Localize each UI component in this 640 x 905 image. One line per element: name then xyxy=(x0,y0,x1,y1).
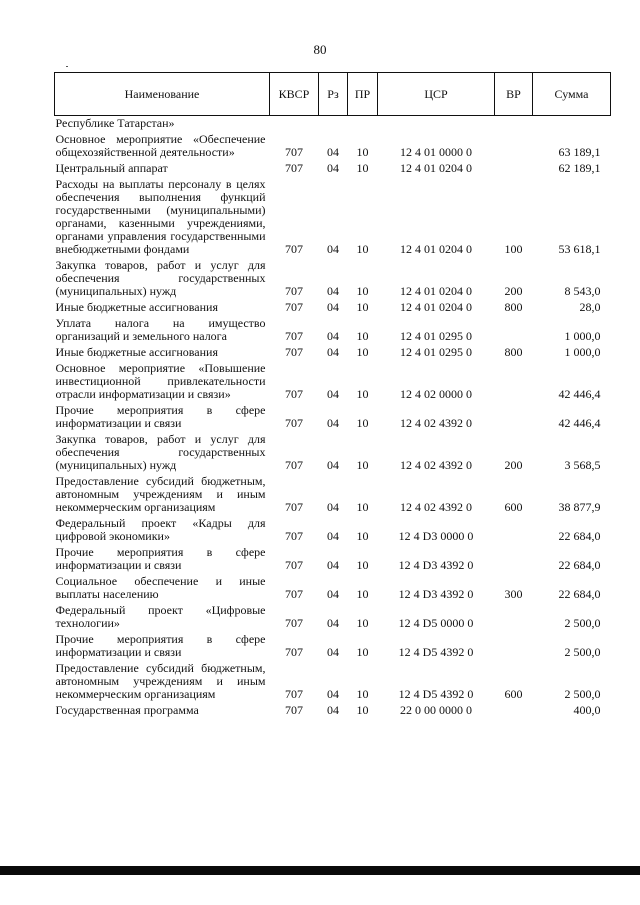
row-pr: 10 xyxy=(356,458,369,472)
table-row xyxy=(55,300,611,316)
row-name: Федеральный проект «Кадры для цифровой экономики» xyxy=(55,516,266,543)
row-vr xyxy=(495,361,533,403)
row-pr: 10 xyxy=(356,345,369,359)
row-vr: 100 xyxy=(504,242,523,256)
table-row xyxy=(55,361,611,403)
row-kvsr: 707 xyxy=(285,687,303,701)
row-kvsr: 707 xyxy=(285,300,303,314)
row-name: Государственная программа xyxy=(55,703,199,717)
row-rz: 04 xyxy=(327,145,339,159)
row-pr: 10 xyxy=(356,616,369,630)
row-pr: 10 xyxy=(356,558,369,572)
table-body xyxy=(55,116,611,720)
row-csr: 12 4 02 0000 0 xyxy=(400,387,472,401)
table-row xyxy=(55,116,611,133)
row-vr xyxy=(495,403,533,432)
row-pr: 10 xyxy=(356,687,369,701)
row-sum: 3 568,5 xyxy=(564,458,601,472)
row-name: Республике Татарстан» xyxy=(55,116,175,130)
row-csr: 12 4 01 0204 0 xyxy=(400,300,472,314)
row-csr: 12 4 01 0204 0 xyxy=(400,161,472,175)
row-csr: 12 4 01 0204 0 xyxy=(400,242,472,256)
row-name: Уплата налога на имущество организаций и земельного налога xyxy=(55,316,266,343)
table-row xyxy=(55,432,611,474)
row-kvsr: 707 xyxy=(285,645,303,659)
page-number: 80 xyxy=(313,42,327,57)
row-vr: 200 xyxy=(504,284,523,298)
row-kvsr: 707 xyxy=(285,329,303,343)
row-csr: 12 4 02 4392 0 xyxy=(400,458,472,472)
row-name: Предоставление субсидий бюджетным, автономным учреждениям и иным некоммерческим организациям xyxy=(55,661,266,701)
row-name: Социальное обеспечение и иные выплаты населению xyxy=(55,574,266,601)
row-kvsr: 707 xyxy=(285,284,303,298)
row-pr: 10 xyxy=(356,161,369,175)
row-sum: 53 618,1 xyxy=(558,242,601,256)
row-pr: 10 xyxy=(356,645,369,659)
row-kvsr: 707 xyxy=(285,458,303,472)
row-sum: 42 446,4 xyxy=(558,416,601,430)
row-vr xyxy=(495,316,533,345)
table-row xyxy=(55,345,611,361)
row-rz: 04 xyxy=(327,645,339,659)
row-vr xyxy=(495,116,533,133)
row-kvsr: 707 xyxy=(285,242,303,256)
row-name: Основное мероприятие «Повышение инвестиционной привлекательности отрасли информатизации и связи» xyxy=(55,361,266,401)
row-sum: 1 000,0 xyxy=(564,329,601,343)
row-rz xyxy=(319,116,348,133)
budget-table xyxy=(54,72,611,719)
row-rz: 04 xyxy=(327,345,339,359)
table-header xyxy=(55,73,611,116)
row-name: Прочие мероприятия в сфере информатизации и связи xyxy=(55,403,266,430)
row-rz: 04 xyxy=(327,242,339,256)
row-pr: 10 xyxy=(356,329,369,343)
row-rz: 04 xyxy=(327,687,339,701)
row-name: Расходы на выплаты персоналу в целях обеспечения выполнения функций государственными (муниципальными) органами, казенными учреждениями, органами управления государственными внебюджетными фондами xyxy=(55,177,266,256)
scan-bottom-border xyxy=(0,866,640,875)
row-sum: 22 684,0 xyxy=(558,587,601,601)
row-rz: 04 xyxy=(327,616,339,630)
row-csr: 12 4 01 0295 0 xyxy=(400,345,472,359)
row-vr: 800 xyxy=(504,300,523,314)
row-vr xyxy=(495,132,533,161)
row-kvsr: 707 xyxy=(285,703,303,717)
row-rz: 04 xyxy=(327,329,339,343)
row-vr xyxy=(495,603,533,632)
table-row xyxy=(55,177,611,258)
row-pr xyxy=(348,116,378,133)
row-pr: 10 xyxy=(356,500,369,514)
scan-speck xyxy=(66,66,68,67)
header-sum: Сумма xyxy=(533,73,611,116)
header-pr: ПР xyxy=(348,73,378,116)
row-sum: 1 000,0 xyxy=(564,345,601,359)
table-row xyxy=(55,403,611,432)
row-name: Основное мероприятие «Обеспечение общехозяйственной деятельности» xyxy=(55,132,266,159)
row-rz: 04 xyxy=(327,416,339,430)
row-csr: 12 4 02 4392 0 xyxy=(400,500,472,514)
row-sum: 42 446,4 xyxy=(558,387,601,401)
header-name: Наименование xyxy=(55,73,270,116)
table-row xyxy=(55,316,611,345)
row-sum: 22 684,0 xyxy=(558,558,601,572)
header-csr: ЦСР xyxy=(378,73,495,116)
row-rz: 04 xyxy=(327,500,339,514)
table-row xyxy=(55,661,611,703)
row-pr: 10 xyxy=(356,387,369,401)
row-vr xyxy=(495,703,533,719)
row-rz: 04 xyxy=(327,161,339,175)
row-rz: 04 xyxy=(327,284,339,298)
row-pr: 10 xyxy=(356,587,369,601)
row-vr xyxy=(495,161,533,177)
row-sum: 2 500,0 xyxy=(564,616,601,630)
row-sum xyxy=(533,116,611,133)
row-sum: 28,0 xyxy=(579,300,601,314)
table-row xyxy=(55,161,611,177)
row-pr: 10 xyxy=(356,145,369,159)
row-sum: 63 189,1 xyxy=(558,145,601,159)
row-pr: 10 xyxy=(356,703,369,717)
row-vr xyxy=(495,545,533,574)
row-kvsr: 707 xyxy=(285,387,303,401)
row-sum: 62 189,1 xyxy=(558,161,601,175)
row-name: Закупка товаров, работ и услуг для обеспечения государственных (муниципальных) нужд xyxy=(55,258,266,298)
row-vr: 300 xyxy=(504,587,523,601)
row-rz: 04 xyxy=(327,458,339,472)
table-row xyxy=(55,703,611,719)
row-csr: 12 4 D3 4392 0 xyxy=(398,587,474,601)
row-sum: 400,0 xyxy=(573,703,601,717)
row-csr: 12 4 02 4392 0 xyxy=(400,416,472,430)
row-name: Федеральный проект «Цифровые технологии» xyxy=(55,603,266,630)
row-csr xyxy=(378,116,495,133)
row-vr: 800 xyxy=(504,345,523,359)
table-row xyxy=(55,632,611,661)
row-csr: 12 4 01 0204 0 xyxy=(400,284,472,298)
row-rz: 04 xyxy=(327,587,339,601)
row-pr: 10 xyxy=(356,242,369,256)
row-rz: 04 xyxy=(327,300,339,314)
row-name: Иные бюджетные ассигнования xyxy=(55,300,218,314)
row-kvsr: 707 xyxy=(285,145,303,159)
row-name: Прочие мероприятия в сфере информатизации и связи xyxy=(55,545,266,572)
row-kvsr: 707 xyxy=(285,587,303,601)
row-rz: 04 xyxy=(327,703,339,717)
row-vr: 600 xyxy=(504,687,523,701)
table-row xyxy=(55,603,611,632)
table-row xyxy=(55,258,611,300)
row-kvsr: 707 xyxy=(285,345,303,359)
table-row xyxy=(55,545,611,574)
row-sum: 2 500,0 xyxy=(564,645,601,659)
row-pr: 10 xyxy=(356,416,369,430)
row-name: Прочие мероприятия в сфере информатизации и связи xyxy=(55,632,266,659)
row-sum: 22 684,0 xyxy=(558,529,601,543)
header-rz: Рз xyxy=(319,73,348,116)
row-kvsr: 707 xyxy=(285,558,303,572)
row-name: Иные бюджетные ассигнования xyxy=(55,345,218,359)
row-kvsr xyxy=(270,116,319,133)
table-row xyxy=(55,474,611,516)
header-kvsr: КВСР xyxy=(270,73,319,116)
header-row xyxy=(55,73,611,116)
row-csr: 12 4 01 0295 0 xyxy=(400,329,472,343)
row-kvsr: 707 xyxy=(285,529,303,543)
row-vr xyxy=(495,516,533,545)
row-sum: 2 500,0 xyxy=(564,687,601,701)
row-sum: 8 543,0 xyxy=(564,284,601,298)
row-csr: 12 4 D3 4392 0 xyxy=(398,558,474,572)
table-row xyxy=(55,574,611,603)
row-vr xyxy=(495,632,533,661)
row-kvsr: 707 xyxy=(285,616,303,630)
row-csr: 12 4 D5 4392 0 xyxy=(398,645,474,659)
row-kvsr: 707 xyxy=(285,161,303,175)
row-name: Закупка товаров, работ и услуг для обеспечения государственных (муниципальных) нужд xyxy=(55,432,266,472)
row-csr: 12 4 D3 0000 0 xyxy=(398,529,474,543)
row-csr: 22 0 00 0000 0 xyxy=(400,703,472,717)
table-row xyxy=(55,132,611,161)
row-vr: 600 xyxy=(504,500,523,514)
row-sum: 38 877,9 xyxy=(558,500,601,514)
row-csr: 12 4 D5 0000 0 xyxy=(398,616,474,630)
row-pr: 10 xyxy=(356,284,369,298)
row-kvsr: 707 xyxy=(285,500,303,514)
header-vr: ВР xyxy=(495,73,533,116)
row-pr: 10 xyxy=(356,300,369,314)
row-name: Центральный аппарат xyxy=(55,161,168,175)
row-kvsr: 707 xyxy=(285,416,303,430)
row-csr: 12 4 D5 4392 0 xyxy=(398,687,474,701)
row-rz: 04 xyxy=(327,387,339,401)
row-pr: 10 xyxy=(356,529,369,543)
row-rz: 04 xyxy=(327,529,339,543)
row-rz: 04 xyxy=(327,558,339,572)
row-vr: 200 xyxy=(504,458,523,472)
row-name: Предоставление субсидий бюджетным, автономным учреждениям и иным некоммерческим организациям xyxy=(55,474,266,514)
table-row xyxy=(55,516,611,545)
row-csr: 12 4 01 0000 0 xyxy=(400,145,472,159)
